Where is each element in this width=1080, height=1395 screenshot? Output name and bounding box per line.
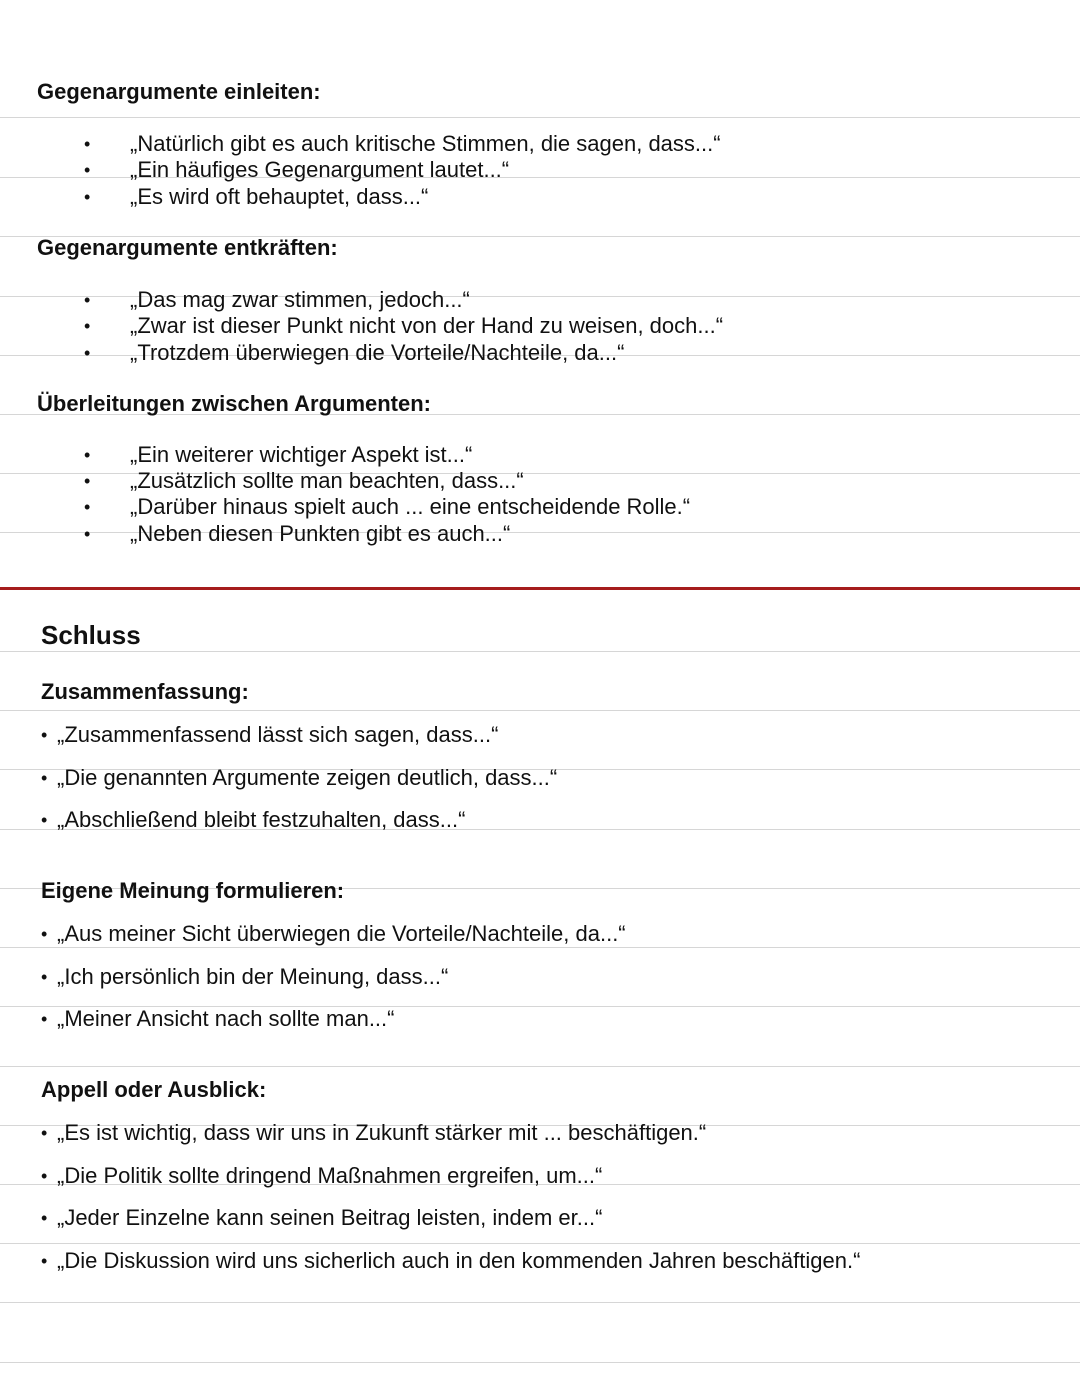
- bullet: •: [41, 924, 48, 944]
- bullet: •: [41, 725, 48, 745]
- bullet: •: [84, 471, 91, 491]
- bullet: •: [84, 497, 91, 517]
- list-item: „Aus meiner Sicht überwiegen die Vorteile/Nachteile, da...“: [57, 921, 626, 946]
- list-item: „Ich persönlich bin der Meinung, dass...“: [57, 964, 449, 989]
- section-heading-gegenargumente-einleiten: Gegenargumente einleiten:: [37, 79, 321, 104]
- bullet: •: [41, 1009, 48, 1029]
- section-divider: [0, 587, 1080, 590]
- list-item: „Meiner Ansicht nach sollte man...“: [57, 1006, 395, 1031]
- ruled-line: [0, 651, 1080, 652]
- section-heading-zusammenfassung: Zusammenfassung:: [41, 679, 249, 704]
- bullet: •: [84, 343, 91, 363]
- list-item: „Trotzdem überwiegen die Vorteile/Nachteile, da...“: [130, 340, 625, 365]
- section-heading-appell-ausblick: Appell oder Ausblick:: [41, 1077, 267, 1102]
- section-heading-gegenargumente-entkraeften: Gegenargumente entkräften:: [37, 235, 338, 260]
- list-item: „Zwar ist dieser Punkt nicht von der Hand zu weisen, doch...“: [130, 313, 724, 338]
- bullet: •: [41, 967, 48, 987]
- ruled-line: [0, 117, 1080, 118]
- list-item: „Die Politik sollte dringend Maßnahmen ergreifen, um...“: [57, 1163, 603, 1188]
- bullet: •: [41, 1166, 48, 1186]
- list-item: „Natürlich gibt es auch kritische Stimmen, die sagen, dass...“: [130, 131, 721, 156]
- section-heading-eigene-meinung: Eigene Meinung formulieren:: [41, 878, 345, 903]
- bullet: •: [84, 160, 91, 180]
- bullet: •: [41, 1208, 48, 1228]
- list-item: „Jeder Einzelne kann seinen Beitrag leisten, indem er...“: [57, 1205, 603, 1230]
- bullet: •: [41, 1251, 48, 1271]
- ruled-line: [0, 1302, 1080, 1303]
- list-item: „Die genannten Argumente zeigen deutlich, dass...“: [57, 765, 558, 790]
- list-item: „Die Diskussion wird uns sicherlich auch in den kommenden Jahren beschäftigen.“: [57, 1248, 861, 1273]
- list-item: „Zusammenfassend lässt sich sagen, dass...“: [57, 722, 499, 747]
- bullet: •: [84, 445, 91, 465]
- bullet: •: [41, 768, 48, 788]
- list-item: „Ein weiterer wichtiger Aspekt ist...“: [130, 442, 473, 467]
- ruled-line: [0, 1243, 1080, 1244]
- bullet: •: [84, 290, 91, 310]
- list-item: „Neben diesen Punkten gibt es auch...“: [130, 521, 511, 546]
- ruled-line: [0, 710, 1080, 711]
- list-item: „Zusätzlich sollte man beachten, dass...“: [130, 468, 524, 493]
- bullet: •: [84, 524, 91, 544]
- ruled-line: [0, 947, 1080, 948]
- section-title-schluss: Schluss: [41, 620, 141, 650]
- list-item: „Es wird oft behauptet, dass...“: [130, 184, 429, 209]
- ruled-line: [0, 1362, 1080, 1363]
- list-item: „Das mag zwar stimmen, jedoch...“: [130, 287, 470, 312]
- list-item: „Ein häufiges Gegenargument lautet...“: [130, 157, 510, 182]
- section-heading-ueberleitungen: Überleitungen zwischen Argumenten:: [37, 391, 432, 416]
- bullet: •: [41, 1123, 48, 1143]
- bullet: •: [84, 187, 91, 207]
- bullet: •: [84, 134, 91, 154]
- list-item: „Es ist wichtig, dass wir uns in Zukunft stärker mit ... beschäftigen.“: [57, 1120, 707, 1145]
- list-item: „Abschließend bleibt festzuhalten, dass...“: [57, 807, 466, 832]
- list-item: „Darüber hinaus spielt auch ... eine entscheidende Rolle.“: [130, 494, 691, 519]
- bullet: •: [84, 316, 91, 336]
- bullet: •: [41, 810, 48, 830]
- ruled-line: [0, 1066, 1080, 1067]
